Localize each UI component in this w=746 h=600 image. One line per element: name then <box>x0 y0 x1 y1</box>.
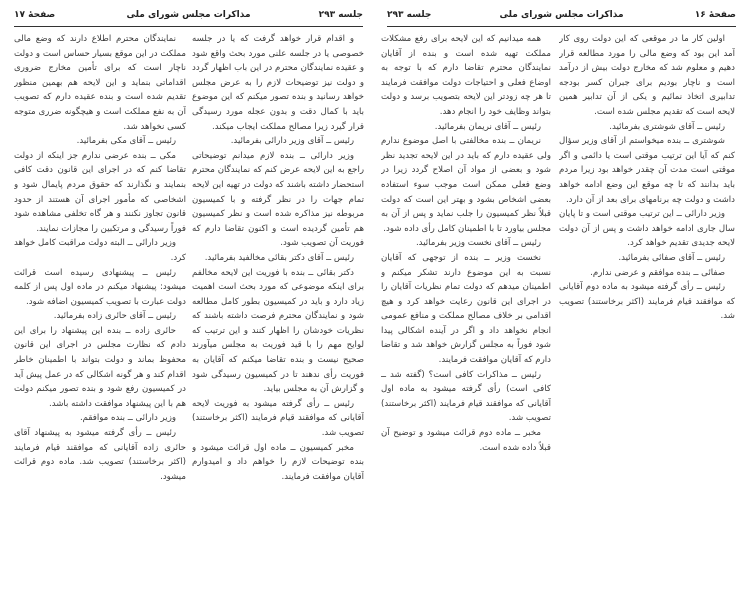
paragraph: مخبر ــ ماده دوم قرائت میشود و توضیح آن قبلاً داده شده است. <box>381 428 551 453</box>
page-header <box>387 10 736 24</box>
session-number: جلسه ۲۹۳ <box>387 10 432 20</box>
paragraph: رئیس ــ رأی گرفته میشود به ماده دوم آقایانی که موافقند قیام فرمایند (اکثر برخاستند) تصویب شد. <box>559 282 735 322</box>
paragraph: اولین کار ما در موقعی که این دولت روی کار آمد این بود که وضع مالی را مورد مطالعه قرار دهیم و معلوم شد که مخارج دولت بیش از درآمد است و ناچار بودیم برای جبران کسر بودجه تدابیری اتخاذ نمائیم و یکی از آن تدابیر همین لایحه است که تقدیم مجلس شده است. <box>559 34 735 117</box>
page-number: صفحهٔ ۱۶ <box>694 10 736 20</box>
text-column-right <box>559 32 735 502</box>
paragraph: رئیس ــ مذاکرات کافی است؟ (گفته شد ــ کافی است) رأی گرفته میشود به ماده اول آقایانی که موافقند قیام فرمایند (اکثر برخاستند) تصویب شد. <box>381 369 551 424</box>
paragraph: وزیر دارائی ــ البته دولت مراقبت کامل خواهد کرد. <box>14 238 186 263</box>
session-number: جلسه ۲۹۳ <box>318 10 363 20</box>
paragraph: رئیس ــ آقای شوشتری بفرمائید. <box>609 121 725 132</box>
paragraph: رئیس ــ آقای نخست وزیر بفرمائید. <box>415 238 541 249</box>
paragraph: دکتر بقائی ــ بنده با فوریت این لایحه مخالفم برای اینکه موضوعی که مورد بحث است اهمیت زیاد دارد و باید در کمیسیون بطور کامل مطالعه شود و نمایندگان محترم فرصت داشته باشند که نظریات خودشان را اظهار کنند و این ترتیب که لوایح مهم را با قید فوریت به مجلس میآورند صحیح نیست و بنده تقاضا میکنم که آقایان به فوریت رأی ندهند تا در کمیسیون رسیدگی شود و گزارش آن به مجلس بیاید. <box>192 267 364 395</box>
text-column-left <box>381 32 551 584</box>
paragraph: رئیس ــ رأی گرفته میشود به پیشنهاد آقای حائری زاده آقایانی که موافقند قیام فرمایند (اکثر برخاستند) تصویب شد. ماده دوم قرائت میشود. <box>14 428 186 482</box>
right-page <box>373 0 746 600</box>
header-rule <box>387 26 736 27</box>
paragraph: صفائی ــ بنده موافقم و عرضی ندارم. <box>590 267 725 278</box>
text-column-left <box>14 32 186 592</box>
paragraph: رئیس ــ آقای دکتر بقائی مخالفید بفرمائید. <box>204 252 354 263</box>
paragraph: رئیس ــ پیشنهادی رسیده است قرائت میشود: پیشنهاد میکنم در ماده اول پس از کلمه دولت عبارت با تصویب کمیسیون اضافه شود. <box>14 267 186 307</box>
text-column-right <box>192 32 364 592</box>
running-title: مذاکرات مجلس شورای ملی <box>499 10 624 20</box>
paragraph: نمایندگان محترم اطلاع دارند که وضع مالی مملکت در این موقع بسیار حساس است و دولت ناچار است که برای تأمین مخارج ضروری اقداماتی بنماید و این لایحه هم بهمین منظور تقدیم شده است و بنده عقیده دارم که تصویب آن به نفع مملکت است و هیچگونه ضرری متوجه کسی نخواهد شد. <box>14 34 186 132</box>
page-header <box>14 10 363 24</box>
paragraph: مکی ــ بنده عرضی ندارم جز اینکه از دولت تقاضا کنم که در اجرای این قانون دقت کافی بنمایند و نگذارند که حقوق مردم پایمال شود و اشخاصی که مأمور اجرای آن هستند از حدود قانون تجاوز نکنند و هر گاه تخلفی مشاهده شود فوراً رسیدگی و مرتکبین را مجازات نمایند. <box>14 150 186 234</box>
paragraph: رئیس ــ رأی گرفته میشود به فوریت لایحه آقایانی که موافقند قیام فرمایند (اکثر برخاستند) تصویب شد. <box>192 398 364 439</box>
paragraph: همه میدانیم که این لایحه برای رفع مشکلات مملکت تهیه شده است و بنده از آقایان نمایندگان محترم تقاضا دارم که با توجه به اوضاع فعلی و احتیاجات دولت موافقت فرمایند تا هر چه زودتر این لایحه بتصویب برسد و دولت بتواند وظایف خود را انجام دهد. <box>381 34 551 117</box>
paragraph: وزیر دارائی ــ بنده لازم میدانم توضیحاتی راجع به این لایحه عرض کنم که نمایندگان محترم استحضار داشته باشند که دولت در تهیه این لایحه تمام جهات را در نظر گرفته و با کمیسیون مربوطه نیز مذاکره شده است و نظر کمیسیون هم تأمین گردیده است و اکنون تقاضا دارم که فوریت آن تصویب شود. <box>192 150 364 249</box>
paragraph: رئیس ــ آقای حائری زاده بفرمائید. <box>53 311 176 322</box>
paragraph: رئیس ــ آقای صفائی بفرمائید. <box>618 252 725 263</box>
paragraph: رئیس ــ آقای مکی بفرمائید. <box>76 136 176 147</box>
paragraph: نریمان ــ بنده مخالفتی با اصل موضوع ندارم ولی عقیده دارم که باید در این لایحه تجدید نظر شود و بعضی از مواد آن اصلاح گردد زیرا در وضع فعلی ممکن است موجب سوء استفاده بعضی اشخاص بشود و بهتر این است که دولت قبلاً نظر کمیسیون را جلب نماید و پس از آن به مجلس بیاورد تا با اطمینان کامل رأی داده شود. <box>381 136 551 234</box>
paragraph: نخست وزیر ــ بنده از توجهی که آقایان نسبت به این موضوع دارند تشکر میکنم و اطمینان میدهم که دولت تمام نظریات آقایان را در اجرای این قانون رعایت خواهد کرد و هیچ اقدامی بر خلاف مصالح مملکت و منافع عمومی انجام نخواهد داد و اگر در آینده اشکالی پیدا شود فوراً به مجلس گزارش خواهد شد و تقاضا دارم که آقایان موافقت فرمایند. <box>381 252 551 366</box>
paragraph: رئیس ــ آقای نریمان بفرمائید. <box>434 121 541 132</box>
paragraph: وزیر دارائی ــ بنده موافقم. <box>79 413 176 424</box>
header-rule <box>14 26 363 27</box>
paragraph: شوشتری ــ بنده میخواستم از آقای وزیر سؤال کنم که آیا این ترتیب موقتی است یا دائمی و اگر موقتی است مدت آن چقدر خواهد بود زیرا مردم باید بدانند که تا چه موقع این وضع ادامه خواهد داشت و دولت چه برنامهای برای بعد از آن دارد. <box>559 136 735 205</box>
paragraph: حائری زاده ــ بنده این پیشنهاد را برای این دادم که نظارت مجلس در اجرای این قانون محفوظ بماند و دولت بتواند با اطمینان خاطر اقدام کند و هر گونه اشکالی که در عمل پیش آید در کمیسیون رفع شود و بنده تصور میکنم دولت هم با این پیشنهاد موافقت داشته باشد. <box>14 325 186 409</box>
paragraph: و اقدام قرار خواهد گرفت که یا در جلسه خصوصی یا در جلسه علنی مورد بحث واقع شود و عقیده نمایندگان محترم در این باب اظهار گردد و دولت نیز توضیحات لازم را به عرض مجلس خواهد رسانید و بنده تصور میکنم که این موضوع باید با کمال دقت و بدون عجله مورد رسیدگی قرار گیرد زیرا مصالح مملکت ایجاب میکند. <box>192 34 364 132</box>
paragraph: رئیس ــ آقای وزیر دارائی بفرمائید. <box>230 136 354 147</box>
page-number: صفحهٔ ۱۷ <box>14 10 56 20</box>
running-title: مذاکرات مجلس شورای ملی <box>126 10 251 20</box>
paragraph: مخبر کمیسیون ــ ماده اول قرائت میشود و بنده توضیحات لازم را خواهم داد و امیدوارم آقایان موافقت فرمایند. <box>192 442 364 482</box>
paragraph: وزیر دارائی ــ این ترتیب موقتی است و تا پایان سال جاری ادامه خواهد داشت و پس از آن دولت لایحه جدیدی تقدیم خواهد کرد. <box>559 209 735 249</box>
